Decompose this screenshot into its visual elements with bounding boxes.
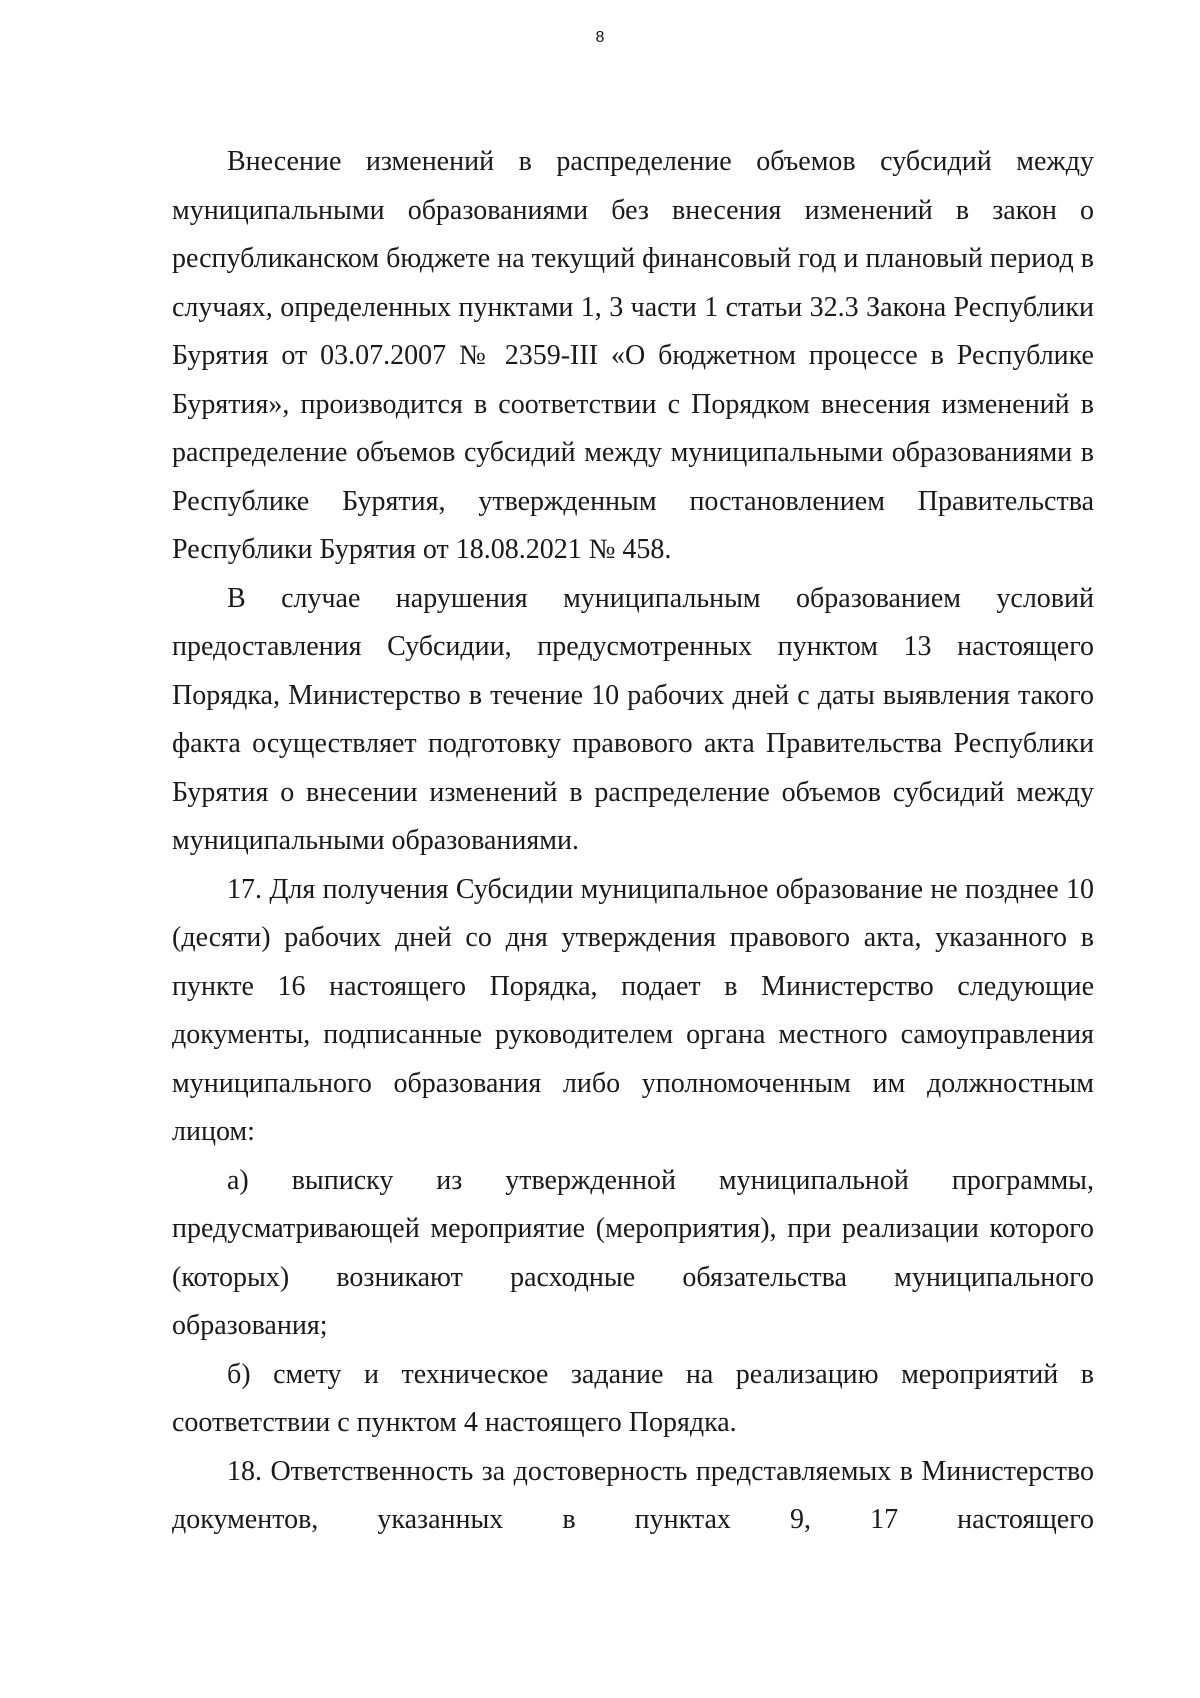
paragraph-subsidy-redistribution: Внесение изменений в распределение объемов субсидий между муниципальными образованиями без внесения изменений в закон о республиканском бюджете на текущий финансовый год и плановый период в случаях, определенных пунктами 1, 3 части 1 статьи 32.3 Закона Республики Бурятия от 03.07.2007 № 2359-III «О бюджетном процессе в Республике Бурятия», производится в соответствии с Порядком внесения изменений в распределение объемов субсидий между муниципальными образованиями в Республике Бурятия, утвержденным постановлением Правительства Республики Бурятия от 18.08.2021 № 458. xyxy=(172,146,1094,565)
paragraph-item-17a: а) выписку из утвержденной муниципальной программы, предусматривающей мероприятие (мероприятия), при реализации которого (которых) возникают расходные обязательства муниципального образования; xyxy=(172,1164,1094,1341)
paragraph-violation-of-conditions: В случае нарушения муниципальным образованием условий предоставления Субсидии, предусмотренных пунктом 13 настоящего Порядка, Министерство в течение 10 рабочих дней с даты выявления такого факта осуществляет подготовку правового акта Правительства Республики Бурятия о внесении изменений в распределение объемов субсидий между муниципальными образованиями. xyxy=(172,582,1094,856)
paragraph-item-17b: б) смету и техническое задание на реализацию мероприятий в соответствии с пунктом 4 настоящего Порядка. xyxy=(172,1358,1094,1438)
paragraph-item-18: 18. Ответственность за достоверность представляемых в Министерство документов, указанных в пунктах 9, 17 настоящего xyxy=(172,1455,1094,1535)
paragraph-item-17: 17. Для получения Субсидии муниципальное образование не позднее 10 (десяти) рабочих дней со дня утверждения правового акта, указанного в пункте 16 настоящего Порядка, подает в Министерство следующие документы, подписанные руководителем органа местного самоуправления муниципального образования либо уполномоченным им должностным лицом: xyxy=(172,873,1094,1147)
page-number: 8 xyxy=(595,29,605,46)
document-body xyxy=(172,138,1094,1545)
